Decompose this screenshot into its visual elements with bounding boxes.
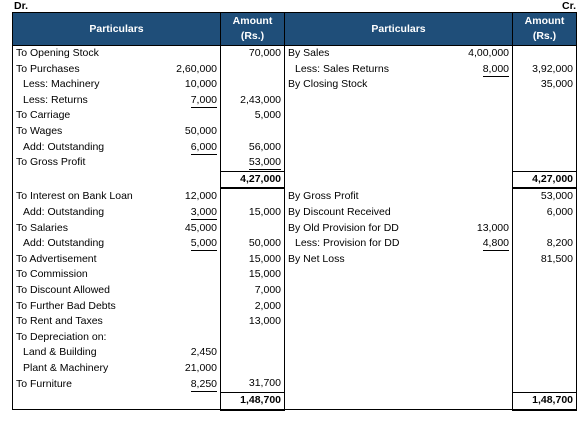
- credit-sub-amount: [425, 393, 513, 410]
- table-row: [13, 236, 577, 252]
- credit-particular: [285, 124, 425, 140]
- credit-amount: [513, 108, 577, 124]
- debit-particular: Less: Returns: [13, 93, 133, 109]
- credit-sub-amount: [425, 376, 513, 392]
- debit-amount: 1,48,700: [221, 393, 285, 410]
- debit-sub-amount: [133, 171, 221, 188]
- credit-amount: [513, 46, 577, 62]
- debit-sub-amount: 2,60,000: [176, 62, 217, 75]
- credit-amount: 35,000: [513, 77, 577, 93]
- credit-amount: [513, 376, 577, 392]
- credit-amount: [513, 140, 577, 156]
- credit-sub-amount: 4,800: [482, 237, 509, 250]
- debit-amount: 15,000: [221, 252, 285, 268]
- credit-amount: [513, 345, 577, 361]
- table-row: [13, 140, 577, 156]
- table-row: [13, 93, 577, 109]
- table-row: [13, 252, 577, 268]
- credit-particular: By Old Provision for DD: [285, 221, 425, 237]
- debit-amount: 50,000: [221, 236, 285, 252]
- debit-amount: 4,27,000: [221, 171, 285, 188]
- debit-amount: 2,000: [221, 299, 285, 315]
- credit-sub-amount: [425, 155, 513, 171]
- debit-sub-amount: [133, 314, 221, 330]
- credit-sub-amount: 13,000: [476, 221, 509, 234]
- debit-particular: To Interest on Bank Loan: [13, 188, 133, 205]
- table-row: [13, 155, 577, 171]
- debit-amount: 5,000: [221, 108, 285, 124]
- credit-amount: 8,200: [513, 236, 577, 252]
- credit-amount: [513, 361, 577, 377]
- credit-particular: [285, 345, 425, 361]
- credit-particular: [285, 267, 425, 283]
- credit-particular: [285, 108, 425, 124]
- debit-amount: [221, 221, 285, 237]
- debit-particular: To Opening Stock: [13, 46, 133, 62]
- credit-amount: [513, 330, 577, 346]
- credit-particular: By Gross Profit: [285, 188, 425, 205]
- credit-sub-amount: [425, 314, 513, 330]
- debit-particulars-header: Particulars: [13, 13, 221, 46]
- table-row: [13, 124, 577, 140]
- credit-amount: 1,48,700: [513, 393, 577, 410]
- credit-particular: [285, 283, 425, 299]
- table-row: [13, 299, 577, 315]
- debit-amount: 15,000: [221, 267, 285, 283]
- credit-amount-header: Amount (Rs.): [513, 13, 577, 46]
- debit-sub-amount: 50,000: [184, 124, 217, 137]
- credit-particular: By Sales: [285, 46, 425, 62]
- credit-particular: [285, 93, 425, 109]
- debit-amount: 2,43,000: [221, 93, 285, 109]
- debit-particular: To Gross Profit: [13, 155, 133, 171]
- debit-sub-amount: 3,000: [190, 205, 217, 218]
- credit-sub-amount: [425, 361, 513, 377]
- debit-amount: [221, 77, 285, 93]
- credit-sub-amount: [425, 252, 513, 268]
- debit-particular: Plant & Machinery: [13, 361, 133, 377]
- table-row: [13, 108, 577, 124]
- credit-sub-amount: [425, 205, 513, 221]
- credit-particular: [285, 140, 425, 156]
- table-row: [13, 283, 577, 299]
- credit-amount: [513, 314, 577, 330]
- table-row: [13, 171, 577, 188]
- debit-amount: 31,700: [221, 376, 285, 392]
- table-row: [13, 62, 577, 78]
- debit-amount: 53,000: [221, 155, 285, 171]
- debit-amount: [221, 124, 285, 140]
- credit-sub-amount: [425, 299, 513, 315]
- debit-particular: To Advertisement: [13, 252, 133, 268]
- table-row: [13, 330, 577, 346]
- debit-amount: 56,000: [221, 140, 285, 156]
- credit-particular: By Closing Stock: [285, 77, 425, 93]
- credit-amount: 6,000: [513, 205, 577, 221]
- debit-particular: Land & Building: [13, 345, 133, 361]
- debit-sub-amount: [133, 283, 221, 299]
- profit-loss-account-table: [12, 12, 577, 411]
- table-row: [13, 345, 577, 361]
- credit-amount: [513, 283, 577, 299]
- table-row: [13, 46, 577, 62]
- debit-sub-amount: [133, 46, 221, 62]
- credit-particular: [285, 393, 425, 410]
- debit-amount: 15,000: [221, 205, 285, 221]
- table-row: [13, 221, 577, 237]
- debit-particular: [13, 393, 133, 410]
- debit-amount: 7,000: [221, 283, 285, 299]
- debit-particular: To Commission: [13, 267, 133, 283]
- debit-sub-amount: 7,000: [190, 93, 217, 106]
- credit-particular: [285, 361, 425, 377]
- debit-particular: To Furniture: [13, 376, 133, 392]
- debit-particular: Add: Outstanding: [13, 205, 133, 221]
- debit-particular: Less: Machinery: [13, 77, 133, 93]
- table-row: [13, 267, 577, 283]
- debit-particular: To Depreciation on:: [13, 330, 133, 346]
- debit-sub-amount: [133, 299, 221, 315]
- debit-sub-amount: [133, 330, 221, 346]
- credit-particular: By Discount Received: [285, 205, 425, 221]
- debit-amount: [221, 330, 285, 346]
- debit-sub-amount: 8,250: [190, 377, 217, 390]
- table-row: [13, 393, 577, 410]
- debit-particular: Add: Outstanding: [13, 236, 133, 252]
- table-row: [13, 205, 577, 221]
- credit-amount: [513, 155, 577, 171]
- credit-sub-amount: [425, 345, 513, 361]
- credit-amount: [513, 93, 577, 109]
- debit-particular: To Rent and Taxes: [13, 314, 133, 330]
- credit-particular: [285, 299, 425, 315]
- credit-sub-amount: [425, 171, 513, 188]
- table-row: [13, 376, 577, 392]
- debit-particular: To Salaries: [13, 221, 133, 237]
- credit-sub-amount: [425, 140, 513, 156]
- debit-amount-header: Amount (Rs.): [221, 13, 285, 46]
- debit-amount: [221, 188, 285, 205]
- table-row: [13, 314, 577, 330]
- debit-particular: [13, 171, 133, 188]
- debit-amount: 70,000: [221, 46, 285, 62]
- credit-sub-amount: [425, 330, 513, 346]
- credit-amount: 81,500: [513, 252, 577, 268]
- debit-sub-amount: [133, 267, 221, 283]
- debit-particular: To Wages: [13, 124, 133, 140]
- credit-particular: [285, 376, 425, 392]
- debit-particular: To Purchases: [13, 62, 133, 78]
- debit-sub-amount: 12,000: [184, 189, 217, 202]
- credit-sub-amount: [425, 267, 513, 283]
- credit-particular: By Net Loss: [285, 252, 425, 268]
- credit-amount: 4,27,000: [513, 171, 577, 188]
- debit-amount: [221, 345, 285, 361]
- debit-particular: To Discount Allowed: [13, 283, 133, 299]
- credit-amount: 3,92,000: [513, 62, 577, 78]
- debit-sub-amount: 10,000: [184, 78, 217, 91]
- credit-sub-amount: [425, 188, 513, 205]
- debit-particular: Add: Outstanding: [13, 140, 133, 156]
- credit-sub-amount: [425, 77, 513, 93]
- credit-particulars-header: Particulars: [285, 13, 513, 46]
- debit-amount: [221, 62, 285, 78]
- credit-particular: [285, 314, 425, 330]
- credit-sub-amount: 4,00,000: [468, 47, 509, 59]
- credit-amount: [513, 267, 577, 283]
- credit-sub-amount: [425, 93, 513, 109]
- credit-sub-amount: [425, 124, 513, 140]
- debit-particular: To Carriage: [13, 108, 133, 124]
- credit-amount: [513, 299, 577, 315]
- credit-sub-amount: [425, 283, 513, 299]
- debit-sub-amount: 5,000: [190, 237, 217, 250]
- table-row: [13, 77, 577, 93]
- credit-particular: [285, 155, 425, 171]
- debit-sub-amount: 2,450: [190, 346, 217, 359]
- credit-particular: [285, 330, 425, 346]
- debit-sub-amount: 6,000: [190, 140, 217, 153]
- debit-amount: 13,000: [221, 314, 285, 330]
- credit-label: Cr.: [561, 0, 576, 12]
- debit-amount: [221, 361, 285, 377]
- credit-amount: [513, 221, 577, 237]
- debit-particular: To Further Bad Debts: [13, 299, 133, 315]
- debit-sub-amount: [133, 108, 221, 124]
- credit-amount: [513, 124, 577, 140]
- credit-particular: [285, 171, 425, 188]
- table-row: [13, 188, 577, 205]
- debit-sub-amount: 21,000: [184, 361, 217, 374]
- credit-particular: Less: Sales Returns: [285, 62, 425, 78]
- debit-sub-amount: 45,000: [184, 221, 217, 234]
- credit-amount: 53,000: [513, 188, 577, 205]
- credit-particular: Less: Provision for DD: [285, 236, 425, 252]
- debit-sub-amount: [133, 252, 221, 268]
- debit-label: Dr.: [14, 0, 29, 12]
- debit-sub-amount: [133, 393, 221, 410]
- credit-sub-amount: [425, 108, 513, 124]
- table-row: [13, 361, 577, 377]
- credit-sub-amount: 8,000: [482, 62, 509, 75]
- debit-sub-amount: [133, 155, 221, 171]
